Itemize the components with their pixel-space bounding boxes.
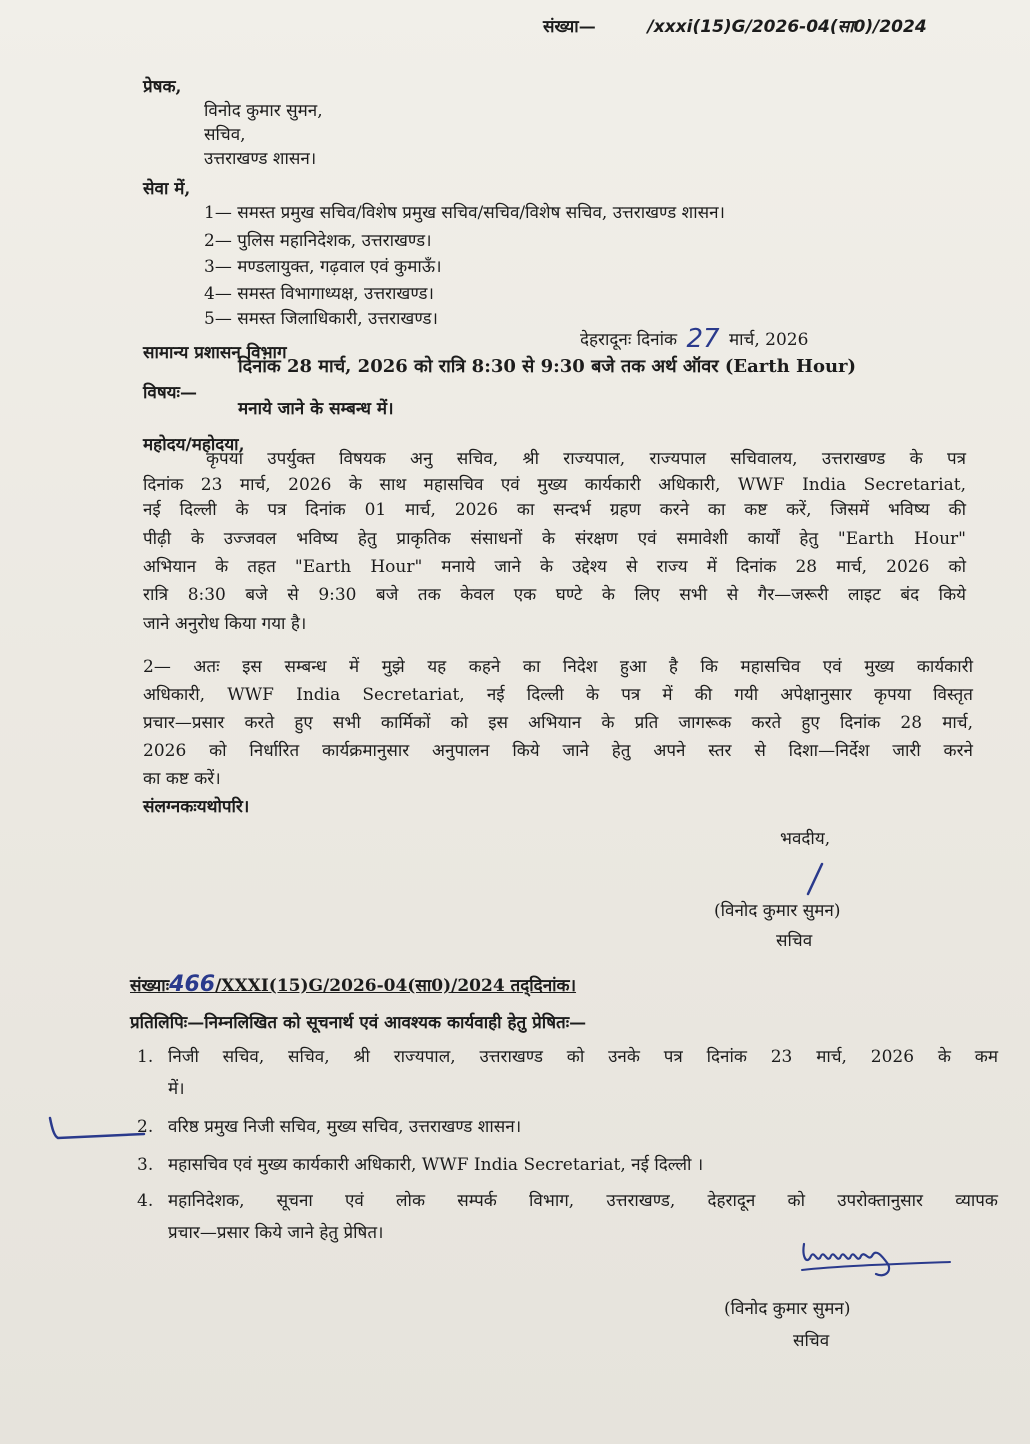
copy-item-1-line-1: निजी सचिव, सचिव, श्री राज्यपाल, उत्तराखण्ड को उनके पत्र दिनांक 23 मार्च, 2026 के कम: [168, 1047, 998, 1067]
signatory-name-1: (विनोद कुमार सुमन): [714, 901, 841, 921]
para1-line-1: कृपया उपर्युक्त विषयक अनु सचिव, श्री राज्यपाल, राज्यपाल सचिवालय, उत्तराखण्ड के पत्र: [206, 449, 966, 469]
recipient-item-4: 4— समस्त विभागाध्यक्ष, उत्तराखण्ड।: [204, 284, 434, 304]
handwritten-dispatch-number: 466: [169, 972, 216, 997]
copy-item-4-num: 4.: [137, 1191, 154, 1211]
signature-stroke-1-icon: [800, 862, 830, 896]
para2-line-2: अधिकारी, WWF India Secretariat, नई दिल्ली के पत्र में की गयी अपेक्षानुसार कृपया विस्तृत: [143, 685, 973, 705]
copy-heading: प्रतिलिपिः—निम्नलिखित को सूचनार्थ एवं आवश्यक कार्यवाही हेतु प्रेषितः—: [130, 1013, 587, 1033]
handwritten-signature-icon: [796, 1234, 956, 1282]
signatory-designation-2: सचिव: [793, 1331, 830, 1351]
ref-label: संख्या—: [543, 17, 596, 37]
date-line: [580, 324, 809, 354]
handwritten-date: 27: [686, 324, 720, 354]
sender-designation: सचिव,: [204, 125, 246, 145]
copy-item-2-line-1: वरिष्ठ प्रमुख निजी सचिव, मुख्य सचिव, उत्तराखण्ड शासन।: [168, 1117, 522, 1137]
subject-label: विषयः—: [143, 383, 197, 403]
ref-number-bottom: [130, 974, 576, 997]
subject-line-2: मनाये जाने के सम्बन्ध में।: [238, 399, 394, 419]
closing-bhavdiya: भवदीय,: [780, 829, 831, 849]
signatory-designation-1: सचिव: [776, 931, 813, 951]
recipient-item-1: 1— समस्त प्रमुख सचिव/विशेष प्रमुख सचिव/सचिव/विशेष सचिव, उत्तराखण्ड शासन।: [204, 203, 725, 223]
recipients-label: सेवा में,: [143, 179, 191, 199]
para2-line-3: प्रचार—प्रसार करते हुए सभी कार्मिकों को इस अभियान के प्रति जागरूक करते हुए दिनांक 28 मार्च,: [143, 713, 973, 733]
copy-item-1-num: 1.: [137, 1047, 154, 1067]
sender-name: विनोद कुमार सुमन,: [204, 101, 323, 121]
date-suffix: मार्च, 2026: [728, 330, 809, 350]
handwritten-underline-mark-icon: [46, 1116, 146, 1142]
para1-line-2: दिनांक 23 मार्च, 2026 के साथ महासचिव एवं मुख्य कार्यकारी अधिकारी, WWF India Secretariat,: [143, 475, 966, 495]
copy-item-4-line-2: प्रचार—प्रसार किये जाने हेतु प्रेषित।: [168, 1223, 384, 1243]
sender-office: उत्तराखण्ड शासन।: [204, 149, 317, 169]
para1-line-7: जाने अनुरोध किया गया है।: [143, 614, 307, 634]
ref-number-top: [543, 16, 927, 38]
copy-item-3-line-1: महासचिव एवं मुख्य कार्यकारी अधिकारी, WWF India Secretariat, नई दिल्ली ।: [168, 1155, 704, 1175]
ref-bottom-number: /XXXI(15)G/2026-04(सा0)/2024 तद्‌दिनांक।: [215, 976, 577, 996]
para1-line-4: पीढ़ी के उज्जवल भविष्य हेतु प्राकृतिक संसाधनों के संरक्षण एवं समावेशी कार्यों हेतु "Earth Hour": [143, 529, 966, 549]
department: सामान्य प्रशासन विभाग: [143, 343, 287, 363]
ref-bottom-label: संख्याः: [130, 976, 170, 996]
copy-item-2-num: 2.: [137, 1117, 154, 1137]
subject-text-1: दिनांक 28 मार्च, 2026 को रात्रि 8:30 से 9:30 बजे तक अर्थ ऑवर (Earth Hour): [238, 356, 857, 377]
ref-number: /xxxi(15)G/2026-04(सा0)/2024: [647, 17, 927, 37]
subject-line-1: [238, 356, 856, 378]
para2-line-1: 2— अतः इस सम्बन्ध में मुझे यह कहने का निदेश हुआ है कि महासचिव एवं मुख्य कार्यकारी: [143, 657, 973, 677]
copy-item-1-line-2: में।: [168, 1079, 185, 1099]
enclosure: संलग्नकःयथोपरि।: [143, 797, 250, 817]
salutation: महोदय/महोदया,: [143, 435, 245, 455]
para1-line-6: रात्रि 8:30 बजे से 9:30 बजे तक केवल एक घण्टे के लिए सभी से गैर—जरूरी लाइट बंद किये: [143, 585, 966, 605]
para1-line-3: नई दिल्ली के पत्र दिनांक 01 मार्च, 2026 का सन्दर्भ ग्रहण करने का कष्ट करें, जिसमें भविष्य की: [143, 500, 966, 520]
copy-item-4-line-1: महानिदेशक, सूचना एवं लोक सम्पर्क विभाग, उत्तराखण्ड, देहरादून को उपरोक्तानुसार व्यापक: [168, 1191, 998, 1211]
recipient-item-3: 3— मण्डलायुक्त, गढ़वाल एवं कुमाऊँ।: [204, 257, 442, 277]
signatory-name-2: (विनोद कुमार सुमन): [724, 1299, 851, 1319]
copy-item-3-num: 3.: [137, 1155, 154, 1175]
recipient-item-5: 5— समस्त जिलाधिकारी, उत्तराखण्ड।: [204, 309, 438, 329]
para1-line-5: अभियान के तहत "Earth Hour" मनाये जाने के उद्देश्य से राज्य में दिनांक 28 मार्च, 2026 को: [143, 557, 966, 577]
para2-line-5: का कष्ट करें।: [143, 769, 221, 789]
recipient-item-2: 2— पुलिस महानिदेशक, उत्तराखण्ड।: [204, 231, 432, 251]
sender-label: प्रेषक,: [143, 77, 182, 97]
date-prefix: देहरादूनः दिनांक: [580, 330, 678, 350]
para2-line-4: 2026 को निर्धारित कार्यक्रमानुसार अनुपालन किये जाने हेतु अपने स्तर से दिशा—निर्देश जारी करने: [143, 741, 973, 761]
